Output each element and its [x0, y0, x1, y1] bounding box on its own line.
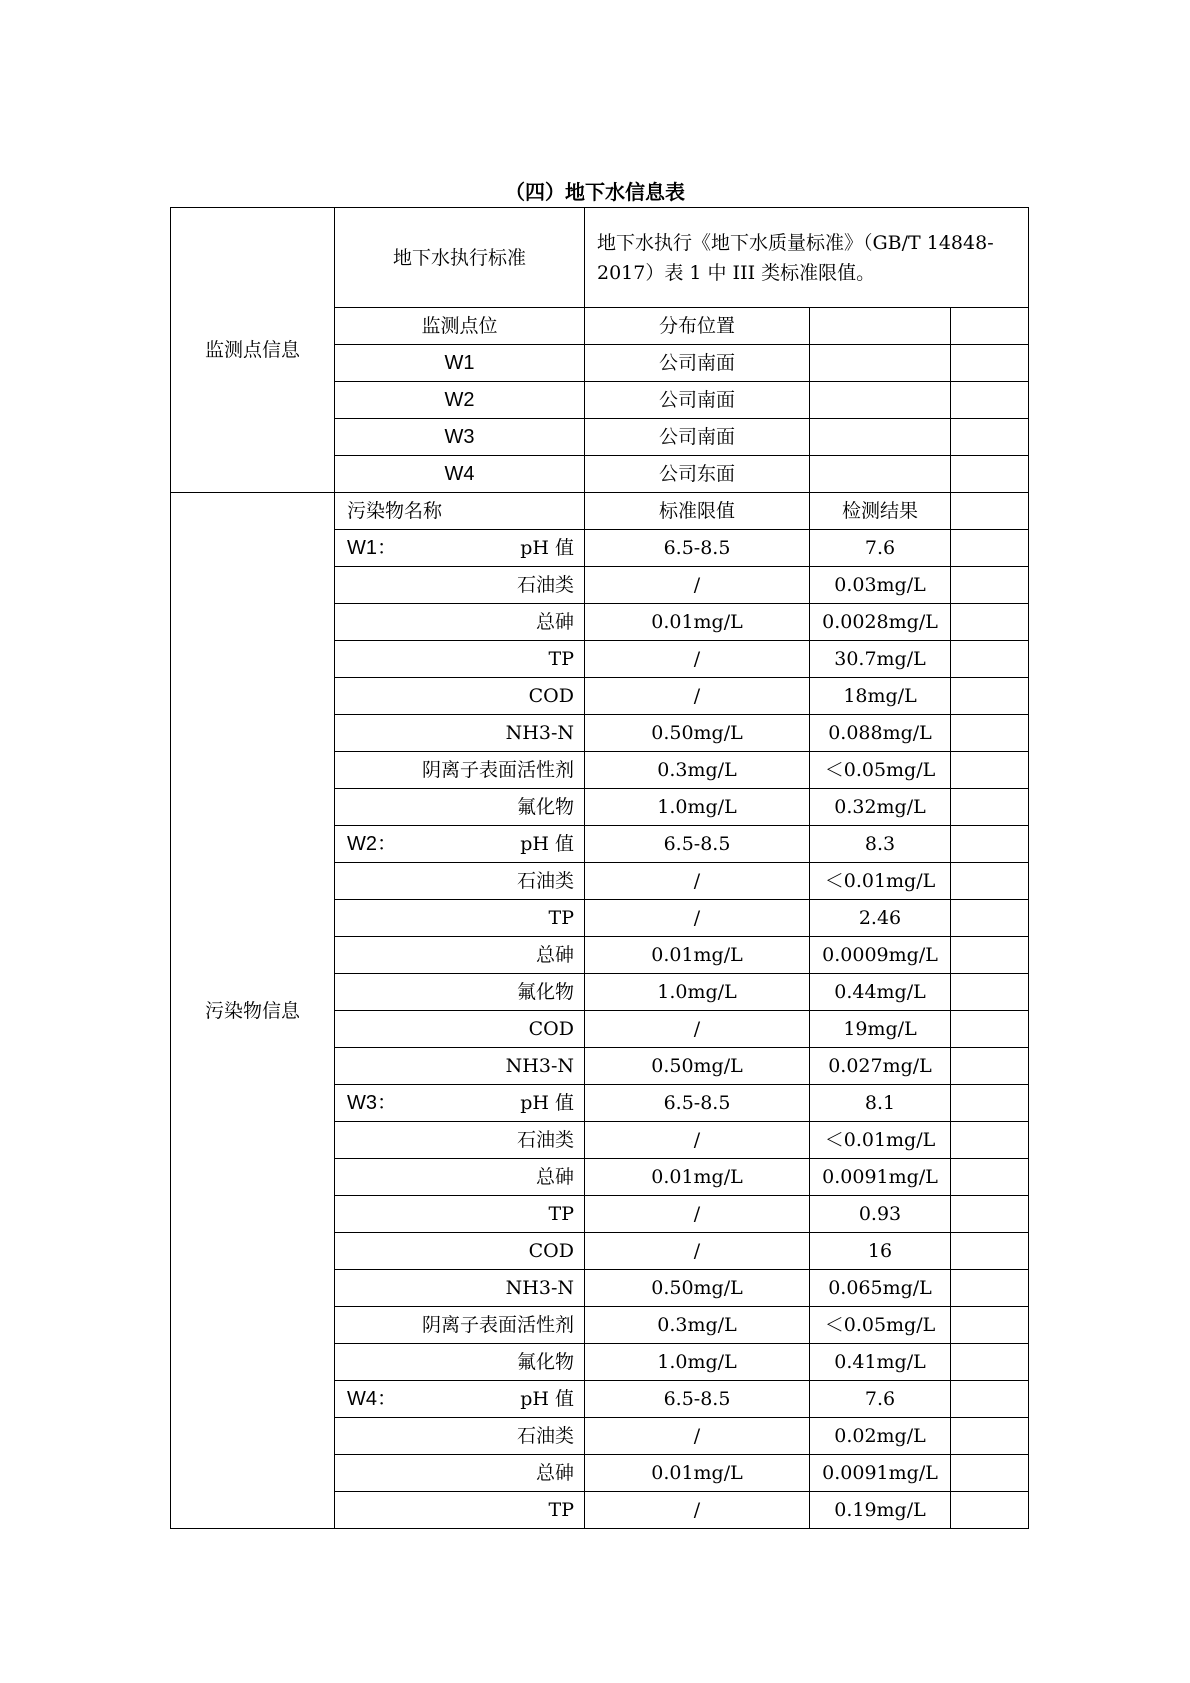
header-limit: 标准限值	[585, 493, 810, 530]
pollutant-result: ＜0.05mg/L	[810, 1307, 951, 1344]
pollutant-limit: /	[585, 900, 810, 937]
pollutant-name-cell	[335, 530, 585, 567]
pollutant-limit: /	[585, 1196, 810, 1233]
pollutant-result: 0.0028mg/L	[810, 604, 951, 641]
pollutant-name: 总砷	[535, 1166, 574, 1188]
standard-text: 地下水执行《地下水质量标准》（GB/T 14848-2017）表 1 中 III 类标准限值。	[585, 208, 1029, 308]
pollutant-name-cell	[335, 678, 585, 715]
pollutant-name: pH 值	[520, 1092, 574, 1114]
empty-cell	[951, 1122, 1029, 1159]
pollutant-result: 18mg/L	[810, 678, 951, 715]
empty-cell	[951, 900, 1029, 937]
pollutant-limit: /	[585, 1122, 810, 1159]
pollutant-result: 8.3	[810, 826, 951, 863]
page-title: （四）地下水信息表	[505, 180, 685, 204]
pollutant-name: 石油类	[516, 574, 574, 596]
pollutant-name-cell	[335, 1307, 585, 1344]
site-label: W1：	[347, 537, 397, 559]
pollutant-result: 0.088mg/L	[810, 715, 951, 752]
pollutant-name: NH3-N	[505, 1055, 574, 1077]
pollutant-limit: 0.3mg/L	[585, 752, 810, 789]
section-monitoring-label: 监测点信息	[171, 208, 335, 493]
pollutant-limit: /	[585, 1418, 810, 1455]
pollutant-limit: 6.5-8.5	[585, 826, 810, 863]
pollutant-limit: /	[585, 1233, 810, 1270]
table-body	[171, 208, 1029, 1529]
pollutant-name: 氟化物	[516, 981, 574, 1003]
pollutant-name-cell	[335, 974, 585, 1011]
empty-cell	[951, 937, 1029, 974]
pollutant-result: 7.6	[810, 530, 951, 567]
pollutant-name-cell	[335, 604, 585, 641]
pollutant-result: 0.0091mg/L	[810, 1455, 951, 1492]
empty-cell	[951, 752, 1029, 789]
pollutant-result: 0.19mg/L	[810, 1492, 951, 1529]
header-result: 检测结果	[810, 493, 951, 530]
pollutant-result: 0.0091mg/L	[810, 1159, 951, 1196]
empty-cell	[951, 1011, 1029, 1048]
pollutant-result: 7.6	[810, 1381, 951, 1418]
point-id: W2	[335, 382, 585, 419]
pollutant-limit: 6.5-8.5	[585, 1085, 810, 1122]
empty-cell	[951, 789, 1029, 826]
empty-cell	[810, 345, 951, 382]
pollutant-name: 石油类	[516, 1425, 574, 1447]
pollutant-name-cell	[335, 752, 585, 789]
empty-cell	[951, 419, 1029, 456]
pollutant-result: 0.32mg/L	[810, 789, 951, 826]
empty-cell	[951, 493, 1029, 530]
pollutant-result: 0.027mg/L	[810, 1048, 951, 1085]
pollutant-name-cell	[335, 863, 585, 900]
pollutant-name: 氟化物	[516, 796, 574, 818]
pollutant-name-cell	[335, 641, 585, 678]
pollutant-result: 0.065mg/L	[810, 1270, 951, 1307]
pollutant-limit: /	[585, 641, 810, 678]
pollutant-limit: 0.50mg/L	[585, 715, 810, 752]
pollutant-result: ＜0.01mg/L	[810, 1122, 951, 1159]
empty-cell	[951, 567, 1029, 604]
pollutant-limit: /	[585, 678, 810, 715]
pollutant-limit: /	[585, 1492, 810, 1529]
empty-cell	[951, 1492, 1029, 1529]
empty-cell	[951, 1270, 1029, 1307]
empty-cell	[951, 382, 1029, 419]
pollutant-name: TP	[548, 1203, 574, 1225]
pollutant-name-cell	[335, 1233, 585, 1270]
pollutant-name: TP	[548, 907, 574, 929]
pollutant-limit: /	[585, 567, 810, 604]
pollutant-name: 阴离子表面活性剂	[421, 759, 574, 781]
site-label: W4：	[347, 1388, 397, 1410]
empty-cell	[951, 604, 1029, 641]
pollutant-name: COD	[528, 1240, 574, 1262]
site-label: W3：	[347, 1092, 397, 1114]
empty-cell	[951, 1196, 1029, 1233]
standard-row	[171, 208, 1029, 308]
pollutant-name-cell	[335, 1418, 585, 1455]
pollutant-result: 8.1	[810, 1085, 951, 1122]
empty-cell	[951, 1085, 1029, 1122]
pollutant-name-cell	[335, 1381, 585, 1418]
pollutant-name-cell	[335, 1492, 585, 1529]
pollutant-name-cell	[335, 1455, 585, 1492]
pollutant-name-cell	[335, 1122, 585, 1159]
site-label: W2：	[347, 833, 397, 855]
pollutant-name: 总砷	[535, 611, 574, 633]
pollutant-name-cell	[335, 1085, 585, 1122]
pollutant-result: 0.02mg/L	[810, 1418, 951, 1455]
pollutant-limit: 0.01mg/L	[585, 1455, 810, 1492]
pollutant-name: 总砷	[535, 1462, 574, 1484]
pollutant-result: 0.93	[810, 1196, 951, 1233]
empty-cell	[951, 974, 1029, 1011]
empty-cell	[951, 1233, 1029, 1270]
pollutant-name: COD	[528, 1018, 574, 1040]
pollutant-limit: 0.01mg/L	[585, 604, 810, 641]
pollutant-result: 0.41mg/L	[810, 1344, 951, 1381]
point-location: 公司南面	[585, 419, 810, 456]
standard-label: 地下水执行标准	[335, 208, 585, 308]
empty-cell	[810, 382, 951, 419]
point-id: W1	[335, 345, 585, 382]
empty-cell	[951, 678, 1029, 715]
pollutant-limit: 0.50mg/L	[585, 1048, 810, 1085]
empty-cell	[951, 715, 1029, 752]
pollutant-limit: 1.0mg/L	[585, 789, 810, 826]
empty-cell	[951, 530, 1029, 567]
pollutant-name: COD	[528, 685, 574, 707]
pollutant-header-row	[171, 493, 1029, 530]
empty-cell	[951, 1048, 1029, 1085]
pollutant-limit: 0.01mg/L	[585, 937, 810, 974]
point-location: 公司南面	[585, 345, 810, 382]
pollutant-limit: /	[585, 863, 810, 900]
pollutant-limit: 0.01mg/L	[585, 1159, 810, 1196]
pollutant-limit: 1.0mg/L	[585, 1344, 810, 1381]
empty-cell	[951, 1344, 1029, 1381]
pollutant-result: 30.7mg/L	[810, 641, 951, 678]
pollutant-limit: 6.5-8.5	[585, 530, 810, 567]
pollutant-name: TP	[548, 1499, 574, 1521]
pollutant-name-cell	[335, 826, 585, 863]
pollutant-name: NH3-N	[505, 722, 574, 744]
pollutant-result: 0.03mg/L	[810, 567, 951, 604]
pollutant-name: pH 值	[520, 1388, 574, 1410]
pollutant-limit: 6.5-8.5	[585, 1381, 810, 1418]
pollutant-result: ＜0.01mg/L	[810, 863, 951, 900]
empty-cell	[810, 456, 951, 493]
empty-cell	[951, 1381, 1029, 1418]
pollutant-limit: /	[585, 1011, 810, 1048]
groundwater-info-table	[170, 207, 1029, 1529]
pollutant-result: ＜0.05mg/L	[810, 752, 951, 789]
pollutant-name-cell	[335, 1344, 585, 1381]
point-id: W3	[335, 419, 585, 456]
pollutant-result: 19mg/L	[810, 1011, 951, 1048]
pollutant-result: 2.46	[810, 900, 951, 937]
pollutant-name-cell	[335, 937, 585, 974]
empty-cell	[951, 641, 1029, 678]
pollutant-name: pH 值	[520, 833, 574, 855]
empty-cell	[951, 456, 1029, 493]
pollutant-name-cell	[335, 1048, 585, 1085]
pollutant-name: 石油类	[516, 870, 574, 892]
pollutant-name: NH3-N	[505, 1277, 574, 1299]
empty-cell	[951, 863, 1029, 900]
empty-cell	[951, 1455, 1029, 1492]
pollutant-limit: 0.50mg/L	[585, 1270, 810, 1307]
pollutant-limit: 0.3mg/L	[585, 1307, 810, 1344]
pollutant-result: 0.44mg/L	[810, 974, 951, 1011]
pollutant-limit: 1.0mg/L	[585, 974, 810, 1011]
pollutant-result: 16	[810, 1233, 951, 1270]
pollutant-name: 阴离子表面活性剂	[421, 1314, 574, 1336]
empty-cell	[951, 826, 1029, 863]
pollutant-name-cell	[335, 1011, 585, 1048]
point-location: 公司东面	[585, 456, 810, 493]
empty-cell	[951, 1159, 1029, 1196]
empty-cell	[810, 419, 951, 456]
pollutant-name-cell	[335, 900, 585, 937]
header-location: 分布位置	[585, 308, 810, 345]
empty-cell	[951, 345, 1029, 382]
pollutant-name-cell	[335, 1196, 585, 1233]
pollutant-name: 石油类	[516, 1129, 574, 1151]
pollutant-name: pH 值	[520, 537, 574, 559]
pollutant-name-cell	[335, 715, 585, 752]
empty-cell	[951, 1418, 1029, 1455]
section-pollutant-label: 污染物信息	[171, 493, 335, 1529]
point-id: W4	[335, 456, 585, 493]
header-pollutant-name: 污染物名称	[335, 493, 585, 530]
pollutant-name-cell	[335, 1159, 585, 1196]
empty-cell	[951, 308, 1029, 345]
pollutant-name: 总砷	[535, 944, 574, 966]
empty-cell	[810, 308, 951, 345]
empty-cell	[951, 1307, 1029, 1344]
pollutant-name-cell	[335, 567, 585, 604]
pollutant-name-cell	[335, 789, 585, 826]
pollutant-result: 0.0009mg/L	[810, 937, 951, 974]
pollutant-name-cell	[335, 1270, 585, 1307]
point-location: 公司南面	[585, 382, 810, 419]
pollutant-name: 氟化物	[516, 1351, 574, 1373]
pollutant-name: TP	[548, 648, 574, 670]
header-point: 监测点位	[335, 308, 585, 345]
